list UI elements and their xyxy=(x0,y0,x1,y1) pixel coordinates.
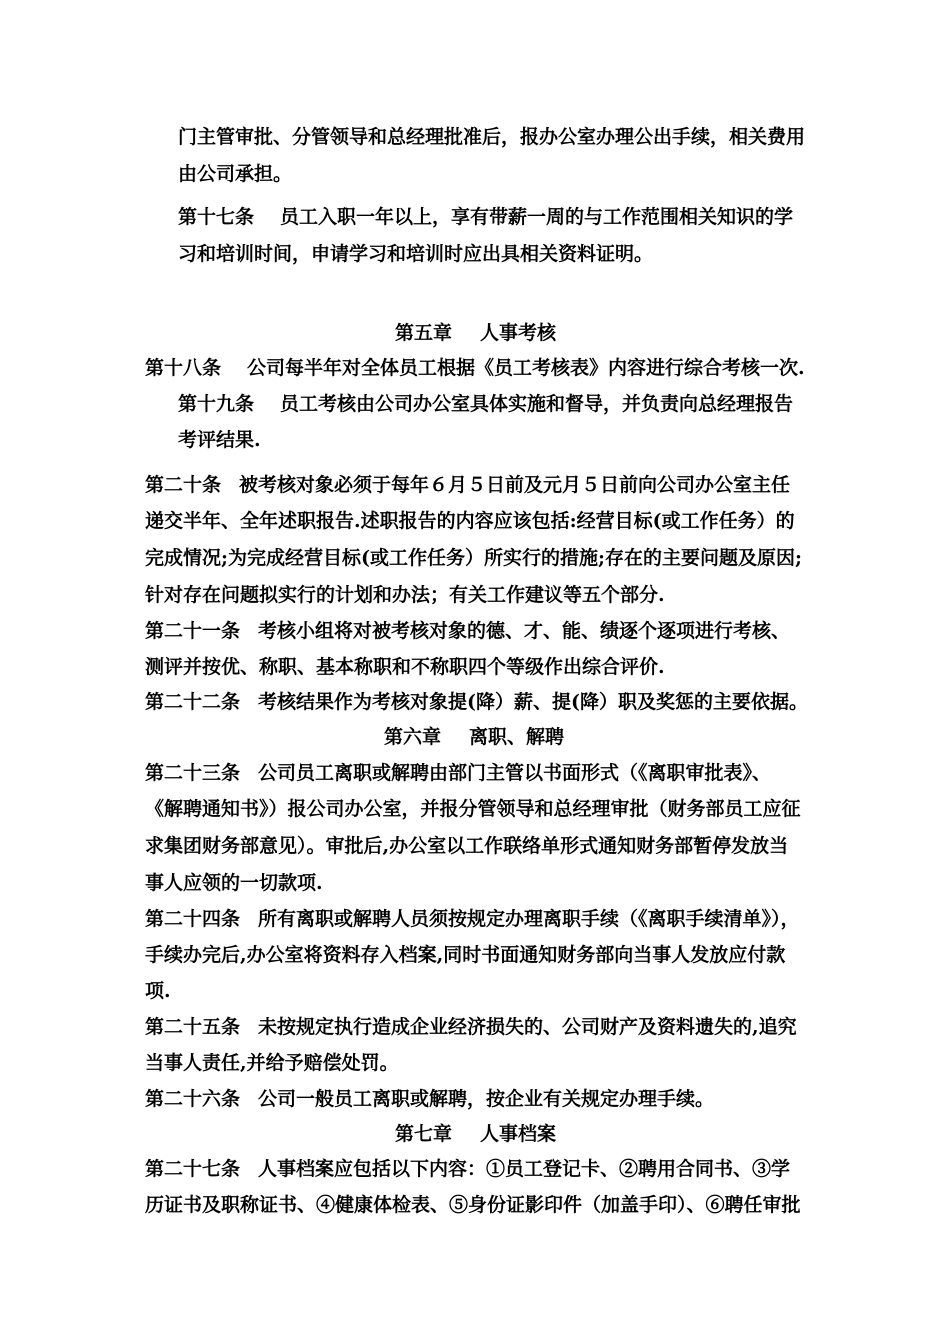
article-text: 考核小组将对被考核对象的德、才、能、绩逐个逐项进行考核、 xyxy=(258,620,791,642)
text-line: 事人应领的一切款项. xyxy=(145,872,323,894)
chapter-label: 第五章 xyxy=(395,322,453,344)
article-label: 第二十六条 xyxy=(145,1088,241,1110)
chapter-5-heading xyxy=(395,324,556,343)
text-line: 测评并按优、称职、基本称职和不称职四个等级作出综合评价. xyxy=(145,656,665,678)
article-text: 公司员工离职或解聘由部门主管以书面形式（《离职审批表》、 xyxy=(258,762,772,784)
article-24 xyxy=(145,910,800,929)
article-label: 第二十七条 xyxy=(145,1158,241,1180)
article-label: 第二十三条 xyxy=(145,762,241,784)
text-line: 当事人责任,并给予赔偿处罚。 xyxy=(145,1052,399,1074)
text-line: 针对存在问题拟实行的计划和办法；有关工作建议等五个部分. xyxy=(145,584,665,606)
article-text: 考核结果作为考核对象提(降）薪、提(降）职及奖惩的主要依据。 xyxy=(258,691,808,713)
article-19 xyxy=(178,395,793,414)
article-label: 第十八条 xyxy=(145,357,222,379)
article-label: 第二十一条 xyxy=(145,620,241,642)
text-line: 考评结果. xyxy=(178,429,261,451)
article-label: 第十九条 xyxy=(178,393,255,415)
article-text: 公司每半年对全体员工根据《员工考核表》内容进行综合考核一次. xyxy=(247,357,805,379)
text-line: 完成情况;为完成经营目标(或工作任务）所实行的措施;存在的主要问题及原因; xyxy=(145,547,803,569)
text-line: 手续办完后,办公室将资料存入档案,同时书面通知财务部向当事人发放应付款 xyxy=(145,944,786,966)
article-26 xyxy=(145,1090,714,1109)
article-label: 第十七条 xyxy=(178,206,255,228)
article-22 xyxy=(145,693,808,712)
article-text: 所有离职或解聘人员须按规定办理离职手续（《离职手续清单》）， xyxy=(258,908,800,930)
article-label: 第二十条 xyxy=(145,474,222,496)
article-21 xyxy=(145,622,790,641)
chapter-label: 第六章 xyxy=(384,726,442,748)
text-line: 由公司承担。 xyxy=(178,163,293,185)
article-23 xyxy=(145,764,771,783)
chapter-label: 第七章 xyxy=(395,1123,453,1145)
article-label: 第二十四条 xyxy=(145,908,241,930)
text-line: 求集团财务部意见）。审批后,办公室以工作联络单形式通知财务部暂停发放当 xyxy=(145,835,789,857)
article-text: 人事档案应包括以下内容：①员工登记卡、②聘用合同书、③学 xyxy=(258,1158,791,1180)
article-text: 员工考核由公司办公室具体实施和督导，并负责向总经理报告 xyxy=(280,393,794,415)
chapter-7-heading xyxy=(395,1125,556,1144)
article-18 xyxy=(145,359,805,378)
article-label: 第二十二条 xyxy=(145,691,241,713)
text-line: 历证书及职称证书、④健康体检表、⑤身份证影印件（加盖手印）、⑥聘任审批 xyxy=(145,1194,801,1216)
chapter-6-heading xyxy=(384,728,564,747)
article-17 xyxy=(178,208,793,227)
article-text: 员工入职一年以上，享有带薪一周的与工作范围相关知识的学 xyxy=(280,206,794,228)
text-line: 项. xyxy=(145,980,171,1002)
article-27 xyxy=(145,1160,790,1179)
article-text: 被考核对象必须于每年６月５日前及元月５日前向公司办公室主任 xyxy=(239,474,791,496)
text-line: 习和培训时间，申请学习和培训时应出具相关资料证明。 xyxy=(178,243,654,265)
chapter-title: 离职、解聘 xyxy=(469,726,565,748)
article-25 xyxy=(145,1018,797,1037)
chapter-title: 人事档案 xyxy=(480,1123,557,1145)
article-text: 公司一般员工离职或解聘，按企业有关规定办理手续。 xyxy=(258,1088,715,1110)
chapter-title: 人事考核 xyxy=(480,322,557,344)
text-line: 递交半年、全年述职报告.述职报告的内容应该包括:经营目标(或工作任务）的 xyxy=(145,510,795,532)
text-line: 门主管审批、分管领导和总经理批准后，报办公室办理公出手续，相关费用 xyxy=(178,126,806,148)
article-label: 第二十五条 xyxy=(145,1016,241,1038)
article-20 xyxy=(145,476,790,495)
text-line: 《解聘通知书》）报公司办公室，并报分管领导和总经理审批（财务部员工应征 xyxy=(145,798,801,820)
article-text: 未按规定执行造成企业经济损失的、公司财产及资料遗失的,追究 xyxy=(258,1016,797,1038)
